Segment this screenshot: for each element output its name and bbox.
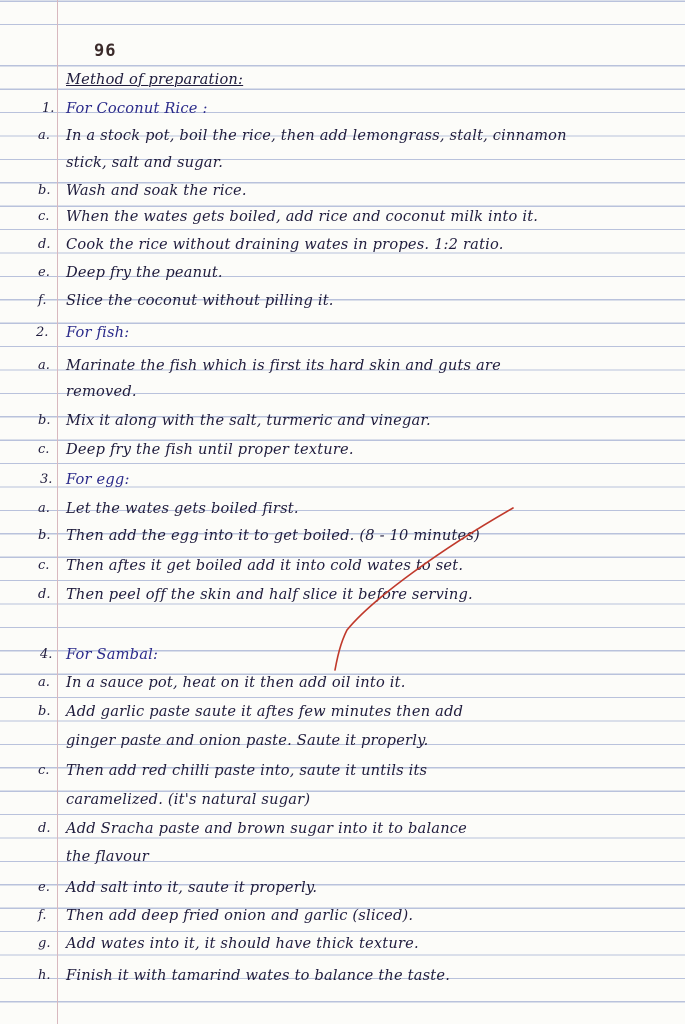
- line-index: d.: [38, 237, 51, 252]
- line-text: Wash and soak the rice.: [66, 182, 247, 199]
- line-text: For Coconut Rice :: [66, 100, 208, 117]
- note-line: [0, 731, 685, 754]
- line-index: b.: [38, 528, 51, 543]
- note-line: [0, 906, 685, 929]
- line-text: Then peel off the skin and half slice it before serving.: [66, 586, 473, 603]
- line-text: Add garlic paste saute it aftes few minutes then add: [66, 703, 464, 720]
- note-line: [0, 966, 685, 989]
- line-text: Then add red chilli paste into, saute it untils its: [66, 762, 428, 779]
- section-heading: [0, 470, 685, 493]
- note-line: [0, 819, 685, 842]
- note-line: [0, 934, 685, 957]
- line-text: the flavour: [66, 848, 149, 865]
- line-text: Add wates into it, it should have thick texture.: [66, 935, 419, 952]
- note-line: [0, 761, 685, 784]
- line-index: a.: [38, 675, 50, 690]
- line-index: a.: [38, 358, 50, 373]
- line-text: Add salt into it, saute it properly.: [66, 879, 318, 896]
- line-index: c.: [38, 558, 50, 573]
- line-text: For fish:: [66, 324, 130, 341]
- line-index: c.: [38, 763, 50, 778]
- note-line: [0, 291, 685, 314]
- line-text: caramelized. (it's natural sugar): [66, 791, 311, 808]
- line-text: Mix it along with the salt, turmeric and vinegar.: [66, 412, 431, 429]
- line-text: Then add deep fried onion and garlic (sliced).: [66, 907, 414, 924]
- note-line: [0, 702, 685, 725]
- line-text: Let the wates gets boiled first.: [66, 500, 299, 517]
- line-text: Finish it with tamarind wates to balance the taste.: [66, 967, 451, 984]
- note-line: [0, 235, 685, 258]
- line-text: For Sambal:: [66, 646, 159, 663]
- line-index: h.: [38, 968, 51, 983]
- notes-heading: [0, 70, 685, 93]
- line-text: Then aftes it get boiled add it into cold wates to set.: [66, 557, 464, 574]
- line-text: Method of preparation:: [66, 71, 244, 88]
- line-index: f.: [38, 908, 47, 923]
- line-text: In a stock pot, boil the rice, then add lemongrass, stalt, cinnamon: [66, 127, 567, 144]
- note-line: [0, 263, 685, 286]
- line-text: removed.: [66, 383, 137, 400]
- line-text: When the wates gets boiled, add rice and coconut milk into it.: [66, 208, 539, 225]
- line-index: d.: [38, 821, 51, 836]
- line-text: ginger paste and onion paste. Saute it properly.: [66, 732, 429, 749]
- line-text: Marinate the fish which is first its hard skin and guts are: [66, 357, 501, 374]
- line-index: 1.: [42, 101, 55, 116]
- line-text: In a sauce pot, heat on it then add oil into it.: [66, 674, 406, 691]
- line-index: e.: [38, 265, 50, 280]
- line-index: g.: [38, 936, 51, 951]
- line-index: d.: [38, 587, 51, 602]
- line-text: For egg:: [66, 471, 130, 488]
- note-line: [0, 126, 685, 149]
- line-index: b.: [38, 183, 51, 198]
- note-line: [0, 790, 685, 813]
- line-index: c.: [38, 209, 50, 224]
- note-line: [0, 207, 685, 230]
- note-line: [0, 181, 685, 204]
- note-line: [0, 440, 685, 463]
- line-index: 2.: [36, 325, 49, 340]
- line-index: e.: [38, 880, 50, 895]
- line-text: Then add the egg into it to get boiled. (8 - 10 minutes): [66, 527, 480, 544]
- line-text: Add Sracha paste and brown sugar into it to balance: [66, 820, 468, 837]
- line-text: stick, salt and sugar.: [66, 154, 224, 171]
- section-heading: [0, 99, 685, 122]
- line-index: b.: [38, 413, 51, 428]
- line-index: 3.: [40, 472, 53, 487]
- note-line: [0, 878, 685, 901]
- checkmark-icon: [333, 498, 553, 678]
- section-heading: [0, 323, 685, 346]
- line-text: Slice the coconut without pilling it.: [66, 292, 334, 309]
- note-line: [0, 356, 685, 379]
- line-text: Deep fry the fish until proper texture.: [66, 441, 354, 458]
- line-index: a.: [38, 501, 50, 516]
- line-index: b.: [38, 704, 51, 719]
- page-number: 96: [94, 41, 117, 61]
- line-index: c.: [38, 442, 50, 457]
- note-line: [0, 847, 685, 870]
- line-text: Cook the rice without draining wates in propes. 1:2 ratio.: [66, 236, 504, 253]
- line-index: a.: [38, 128, 50, 143]
- note-line: [0, 382, 685, 405]
- note-line: [0, 411, 685, 434]
- line-text: Deep fry the peanut.: [66, 264, 223, 281]
- note-line: [0, 153, 685, 176]
- line-index: f.: [38, 293, 47, 308]
- line-index: 4.: [40, 647, 53, 662]
